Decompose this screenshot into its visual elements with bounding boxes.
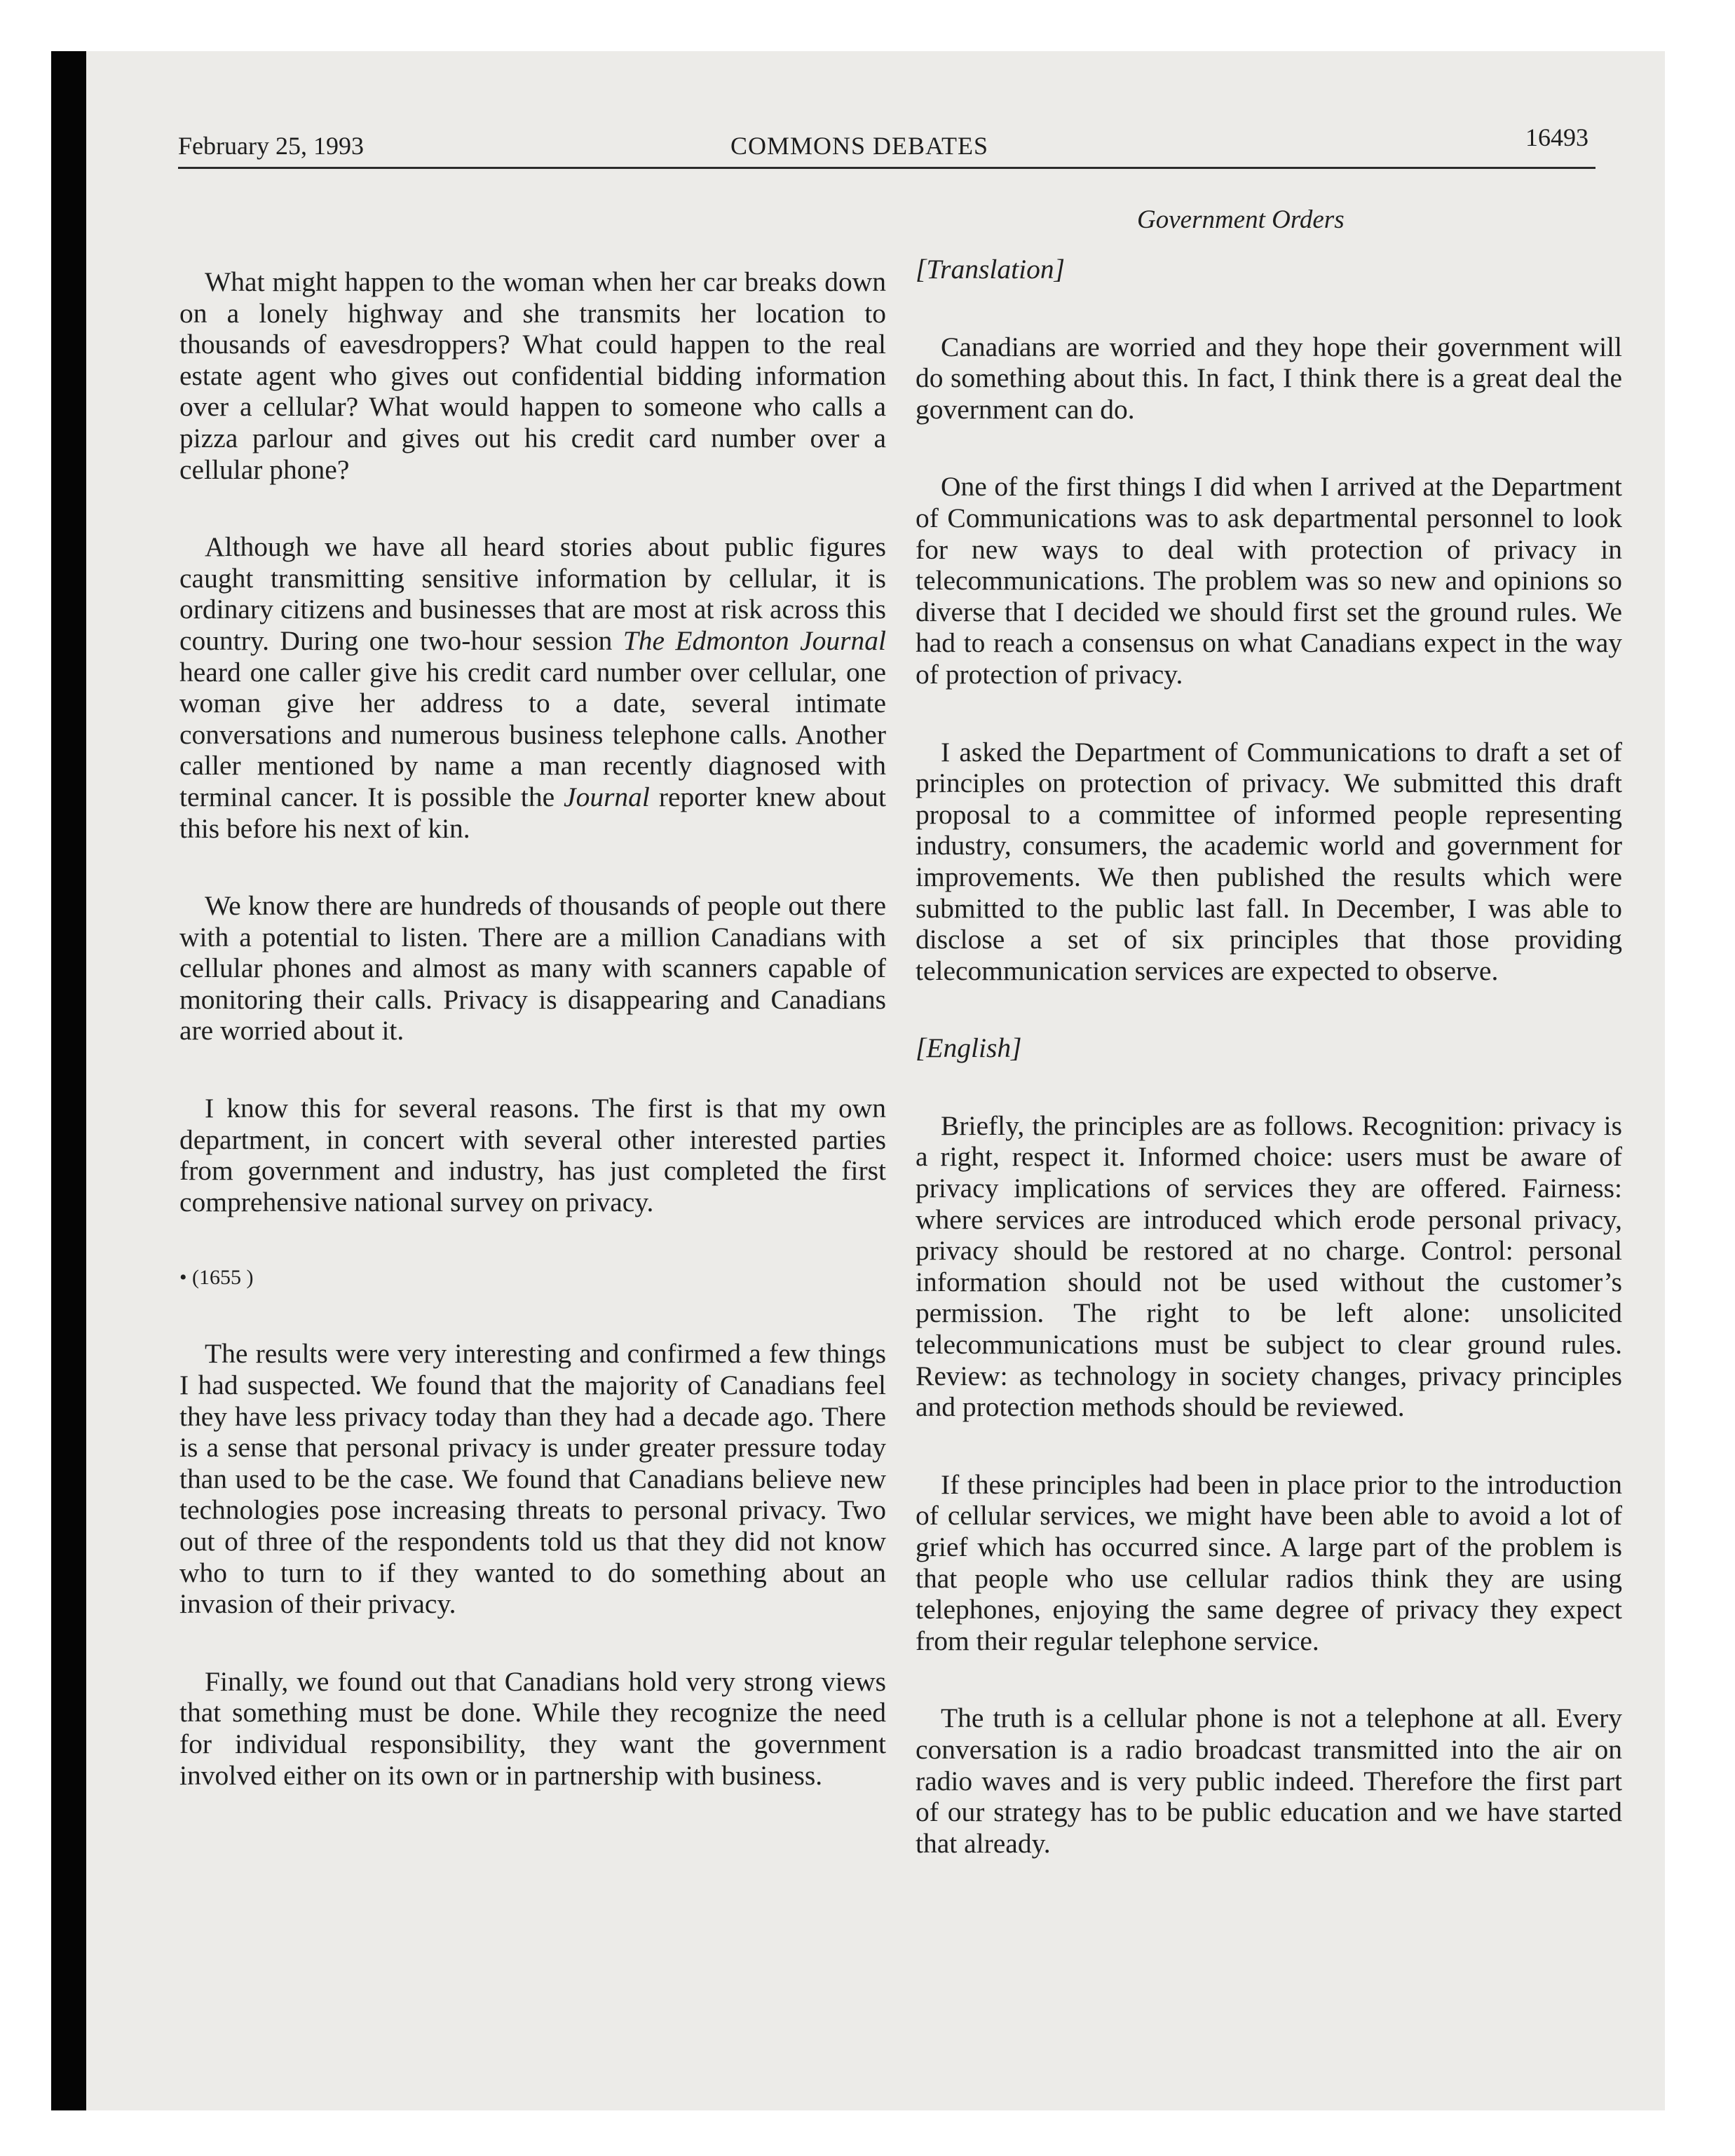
paragraph: The results were very interesting and confirmed a few things I had suspected. We found that the majority of Canadians feel they have less privacy today than they had a decade ago. There is a sense that personal privacy is under greater pressure today than used to be the case. We found that Canadians believe new technologies pose increasing threats to personal privacy. Two out of three of the respondents told us that they did not know who to turn to if they wanted to do something about an invasion of their privacy.: [179, 1338, 886, 1620]
paragraph-text: heard one caller give his credit card number over cellular, one woman give her address to a date, several intimate conversations and numerous business telephone calls. Another caller mentioned by name a man recently diagnosed with terminal cancer. It is possible the: [179, 656, 886, 812]
paragraph: Finally, we found out that Canadians hold very strong views that something must be done. While they recognize the need for individual responsibility, they want the government involved either on its own or in partnership with business.: [179, 1665, 886, 1791]
newspaper-title: The Edmonton Journal: [622, 625, 886, 656]
header-page-number: 16493: [1525, 123, 1588, 151]
paragraph-text: Although we have all heard stories about public figures caught transmitting sensitive information by cellular, it is ordinary citizens and businesses that are most at risk across this country. During one two-hour session: [179, 531, 886, 656]
paragraph: We know there are hundreds of thousands of people out there with a potential to listen. There are a million Canadians with cellular phones and almost as many with scanners capable of monitoring their calls. Privacy is disappearing and Canadians are worried about it.: [179, 890, 886, 1046]
right-column: [916, 254, 1622, 1859]
paragraph: What might happen to the woman when her car breaks down on a lonely highway and she transmits her location to thousands of eavesdroppers? What could happen to the real estate agent who gives out confidential bidding information over a cellular? What would happen to someone who calls a pizza parlour and gives out his credit card number over a cellular phone?: [179, 266, 886, 485]
newspaper-title: Journal: [564, 781, 650, 812]
language-tag-translation: [916, 254, 1622, 285]
time-marker: • (1655 ): [179, 1266, 254, 1290]
language-tag-text: [English]: [916, 1032, 1022, 1064]
header-rule: [178, 167, 1595, 169]
binding-edge: [51, 51, 86, 2110]
paragraph: I know this for several reasons. The first is that my own department, in concert with several other interested parties from government and industry, has just completed the first comprehensive national survey on privacy.: [179, 1093, 886, 1217]
header-publication: COMMONS DEBATES: [730, 132, 989, 160]
paragraph: The truth is a cellular phone is not a telephone at all. Every conversation is a radio broadcast transmitted into the air on radio waves and is very public indeed. Therefore the first part of our strategy has to be public education and we have started that already.: [916, 1703, 1622, 1859]
section-heading: Government Orders: [1137, 205, 1345, 234]
paragraph: Canadians are worried and they hope their government will do something about this. In fact, I think there is a great deal the government can do.: [916, 331, 1622, 425]
language-tag-text: [Translation]: [916, 254, 1065, 285]
language-tag-english: [916, 1032, 1622, 1064]
paragraph-text: reporter knew about this before his next of kin.: [179, 781, 886, 844]
left-column: [179, 266, 886, 1791]
paragraph: [179, 531, 886, 844]
header-date: February 25, 1993: [178, 132, 364, 160]
paragraph: One of the first things I did when I arrived at the Department of Communications was to ask departmental personnel to look for new ways to deal with protection of privacy in telecommunications. The problem was so new and opinions so diverse that I decided we should first set the ground rules. We had to reach a consensus on what Canadians expect in the way of protection of privacy.: [916, 471, 1622, 690]
paragraph: If these principles had been in place prior to the introduction of cellular services, we might have been able to avoid a lot of grief which has occurred since. A large part of the problem is that people who use cellular radios think they are using telephones, enjoying the same degree of privacy they expect from their regular telephone service.: [916, 1468, 1622, 1656]
paragraph: Briefly, the principles are as follows. Recognition: privacy is a right, respect it. Informed choice: users must be aware of privacy implications of services they are offered. Fairness: where services are introduced which erode personal privacy, privacy should be restored at no charge. Control: personal information should not be used without the customer’s permission. The right to be left alone: unsolicited telecommunications must be subject to clear ground rules. Review: as technology in society changes, privacy principles and protection methods should be reviewed.: [916, 1110, 1622, 1423]
paragraph: I asked the Department of Communications to draft a set of principles on protection of privacy. We submitted this draft proposal to a committee of informed people representing industry, consumers, the academic world and government for improvements. We then published the results which were submitted to the public last fall. In December, I was able to disclose a set of six principles that those providing telecommunication services are expected to observe.: [916, 736, 1622, 986]
